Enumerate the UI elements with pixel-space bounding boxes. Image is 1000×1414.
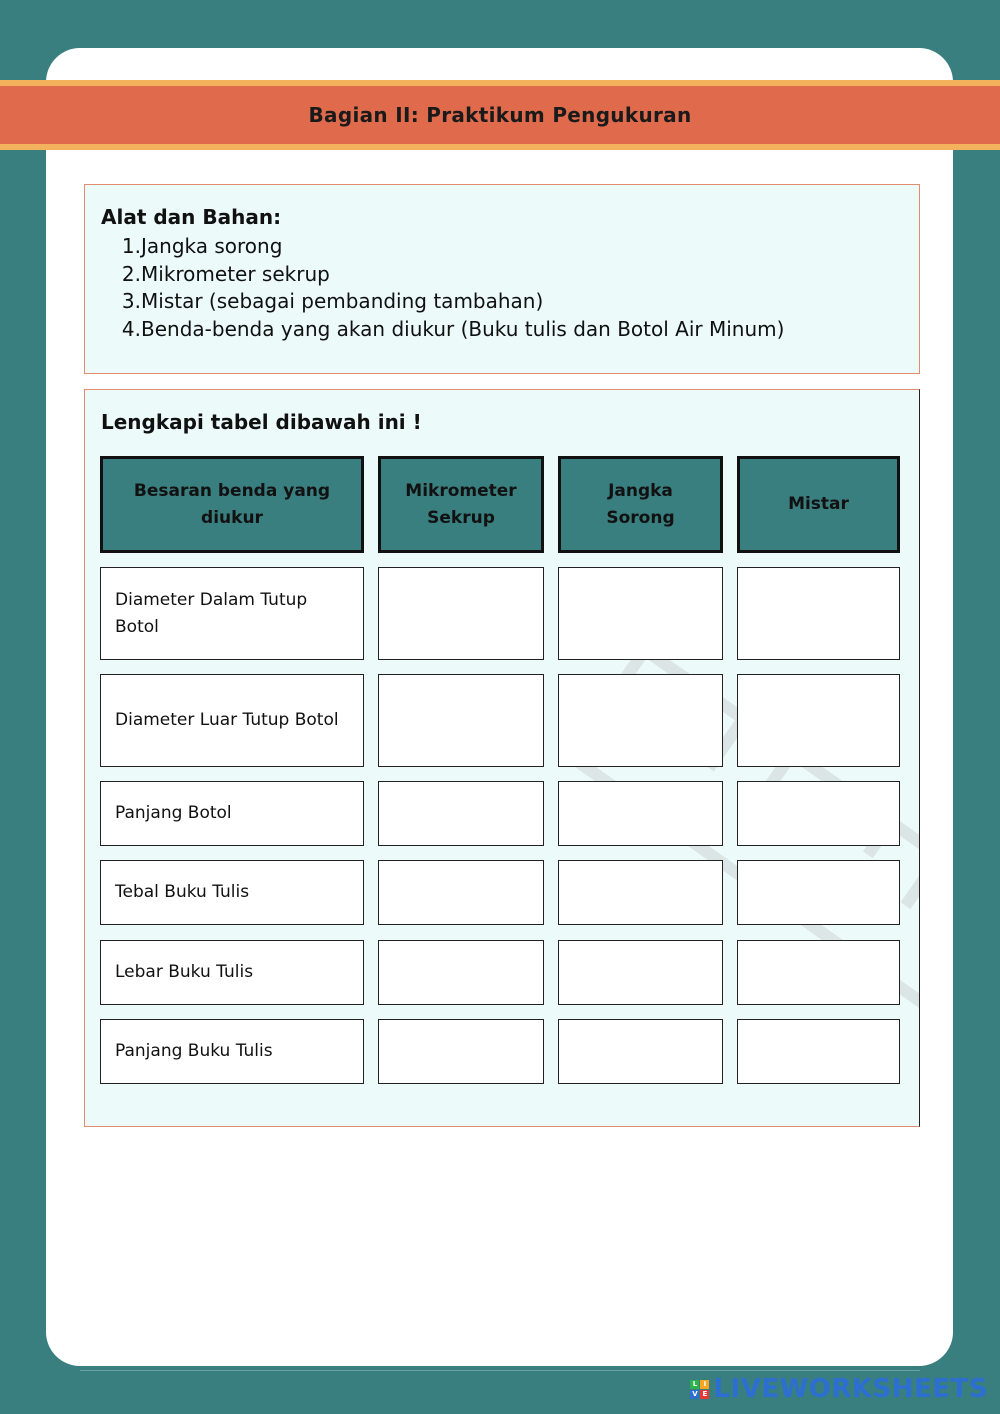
answer-cell-ruler[interactable] (737, 860, 900, 925)
column-header-micrometer: Mikrometer Sekrup (378, 456, 544, 553)
answer-cell-caliper[interactable] (558, 674, 723, 767)
column-header-caliper: Jangka Sorong (558, 456, 723, 553)
answer-cell-micrometer[interactable] (378, 940, 544, 1005)
section-title: Bagian II: Praktikum Pengukuran (308, 103, 692, 127)
answer-cell-caliper[interactable] (558, 860, 723, 925)
answer-cell-ruler[interactable] (737, 674, 900, 767)
answer-cell-caliper[interactable] (558, 940, 723, 1005)
brand-name: LIVEWORKSHEETS (713, 1374, 988, 1404)
table-heading: Lengkapi tabel dibawah ini ! (101, 410, 422, 434)
answer-cell-ruler[interactable] (737, 1019, 900, 1084)
footer-divider (80, 1370, 920, 1371)
materials-item: 4. Benda-benda yang akan diukur (Buku tulis dan Botol Air Minum) (121, 316, 785, 341)
answer-cell-micrometer[interactable] (378, 860, 544, 925)
answer-cell-caliper[interactable] (558, 1019, 723, 1084)
answer-cell-ruler[interactable] (737, 940, 900, 1005)
column-header-ruler: Mistar (737, 456, 900, 553)
row-label: Lebar Buku Tulis (100, 940, 364, 1005)
answer-cell-ruler[interactable] (737, 567, 900, 660)
row-label: Diameter Dalam Tutup Botol (100, 567, 364, 660)
brand-logo-icon: L I V E (690, 1380, 709, 1399)
answer-cell-micrometer[interactable] (378, 567, 544, 660)
materials-list (101, 233, 903, 343)
measurement-table-box (84, 389, 920, 1127)
materials-heading: Alat dan Bahan: (101, 205, 282, 229)
answer-cell-caliper[interactable] (558, 781, 723, 846)
answer-cell-ruler[interactable] (737, 781, 900, 846)
row-label: Diameter Luar Tutup Botol (100, 674, 364, 767)
materials-box (84, 184, 920, 374)
column-header-quantity: Besaran benda yang diukur (100, 456, 364, 553)
materials-item: 1. Jangka sorong (121, 234, 283, 258)
answer-cell-micrometer[interactable] (378, 674, 544, 767)
answer-cell-micrometer[interactable] (378, 781, 544, 846)
answer-cell-micrometer[interactable] (378, 1019, 544, 1084)
row-label: Tebal Buku Tulis (100, 860, 364, 925)
section-banner (0, 80, 1000, 150)
materials-item: 2. Mikrometer sekrup (121, 261, 330, 286)
row-label: Panjang Botol (100, 781, 364, 846)
answer-cell-caliper[interactable] (558, 567, 723, 660)
materials-item: 3. Mistar (sebagai pembanding tambahan) (121, 289, 544, 313)
row-label: Panjang Buku Tulis (100, 1019, 364, 1084)
brand-logo (690, 1374, 988, 1404)
